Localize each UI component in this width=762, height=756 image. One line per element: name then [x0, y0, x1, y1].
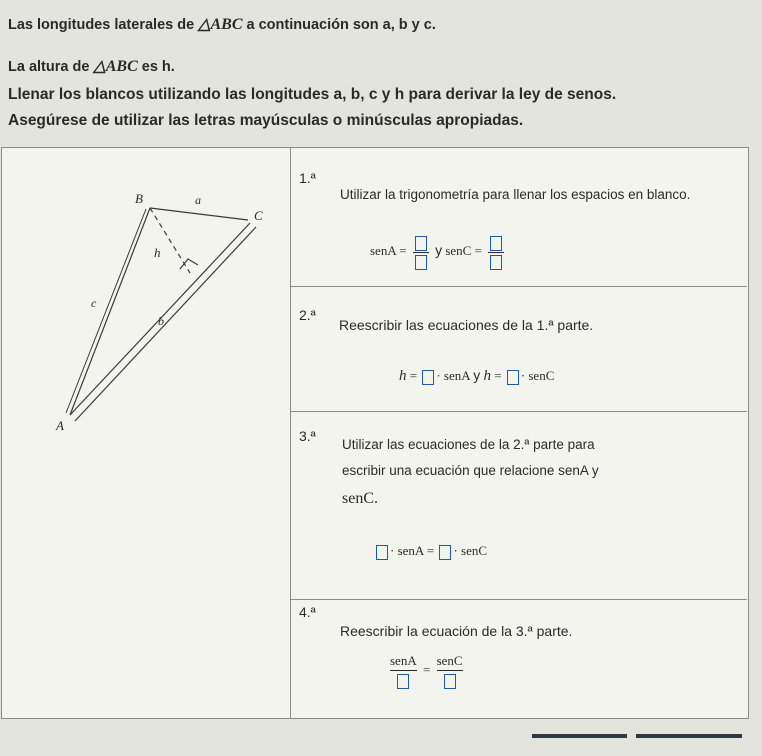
bottom-toolbar-segment-2 — [636, 734, 742, 738]
step-2-sinA: · senA — [436, 368, 470, 383]
step-1-sinA: senA — [370, 243, 396, 258]
instructions-line: Llenar los blancos utilizando las longitudes a, b, c y h para derivar la ley de senos. — [8, 86, 617, 103]
step-2-equals-1: = — [409, 368, 418, 383]
step-1-cell — [291, 148, 747, 287]
step-1-instruction: Utilizar la trigonometría para llenar los espacios en blanco. — [340, 187, 691, 202]
side-c-label: c — [91, 296, 97, 310]
intro-line-1-suffix: a continuación son a, b y c. — [242, 17, 436, 33]
step-2-sinC: · senC — [520, 368, 555, 383]
step-1-fraction-1 — [413, 234, 429, 270]
blank-box-step3-1[interactable] — [376, 545, 388, 560]
blank-box-numerator-2[interactable] — [490, 236, 502, 251]
step-3-sinC: · senC — [453, 543, 488, 558]
step-4-number: 4.ª — [299, 604, 316, 620]
step-3-number: 3.ª — [299, 428, 316, 444]
intro-line-2-prefix: La altura de — [8, 59, 94, 75]
step-4-equation — [387, 653, 466, 689]
side-c-line-inner — [66, 209, 146, 413]
step-4-fraction-2 — [437, 653, 463, 689]
blank-box-numerator-1[interactable] — [415, 236, 427, 251]
step-3-instruction-a: Utilizar las ecuaciones de la 2.ª parte para — [342, 437, 595, 452]
blank-box-step3-2[interactable] — [439, 545, 451, 560]
step-2-equals-2: = — [494, 368, 502, 383]
vertex-A-label: A — [56, 418, 64, 433]
bottom-toolbar-segment-1 — [532, 734, 627, 738]
triangle-diagram — [30, 185, 280, 435]
step-2-h-2: h — [483, 368, 491, 384]
blank-box-denominator-2[interactable] — [490, 255, 502, 270]
blank-box-step2-2[interactable] — [507, 370, 519, 385]
height-h-label: h — [154, 245, 161, 260]
blank-box-step4-1[interactable] — [397, 674, 409, 689]
side-a-label: a — [195, 193, 201, 207]
step-1-fraction-2 — [488, 234, 504, 270]
step-2-cell — [291, 287, 747, 412]
intro-line-2-suffix: es h. — [137, 59, 175, 75]
blank-box-step4-2[interactable] — [444, 674, 456, 689]
step-3-sinA: · senA — [390, 543, 424, 558]
step-2-instruction: Reescribir las ecuaciones de la 1.ª parte. — [339, 317, 594, 333]
step-3-cell — [291, 412, 747, 600]
vertex-C-label: C — [254, 208, 263, 223]
intro-line-2 — [8, 56, 175, 76]
right-angle-marker — [180, 259, 198, 269]
step-4-fraction-1 — [390, 653, 417, 689]
step-3-equals: = — [426, 543, 435, 558]
step-1-equation — [370, 234, 507, 270]
blank-box-denominator-1[interactable] — [415, 255, 427, 270]
side-b-label: b — [158, 314, 164, 328]
step-1-sinC: senC — [445, 243, 472, 258]
step-1-equals-1: = — [399, 243, 407, 258]
step-4-frac2-num: senC — [436, 653, 463, 668]
step-3-instruction-c: senC. — [342, 490, 378, 507]
step-1-and: y — [435, 242, 443, 258]
triangle-symbol: △ABC — [198, 16, 243, 33]
triangle-symbol-2: △ABC — [93, 58, 138, 75]
step-2-number: 2.ª — [299, 307, 316, 323]
step-3-equation — [374, 543, 487, 560]
step-2-equation — [399, 367, 554, 385]
step-1-equals-2: = — [474, 243, 482, 258]
step-4-equals: = — [422, 661, 431, 677]
case-note-line: Asegúrese de utilizar las letras mayúsculas o minúsculas apropiadas. — [8, 112, 524, 129]
step-2-and: y — [473, 367, 481, 383]
vertex-B-label: B — [135, 191, 143, 206]
step-4-cell — [291, 600, 747, 718]
intro-line-1-prefix: Las longitudes laterales de — [8, 17, 199, 33]
blank-box-step2-1[interactable] — [422, 370, 434, 385]
step-2-h-1: h — [399, 368, 407, 384]
step-4-frac1-num: senA — [390, 653, 417, 668]
side-a-line — [150, 208, 248, 220]
step-3-instruction-b: escribir una ecuación que relacione senA y — [342, 463, 599, 478]
intro-line-1 — [8, 14, 436, 34]
step-1-number: 1.ª — [299, 170, 316, 186]
side-b-line-outer — [75, 227, 256, 421]
step-4-instruction: Reescribir la ecuación de la 3.ª parte. — [340, 623, 573, 639]
